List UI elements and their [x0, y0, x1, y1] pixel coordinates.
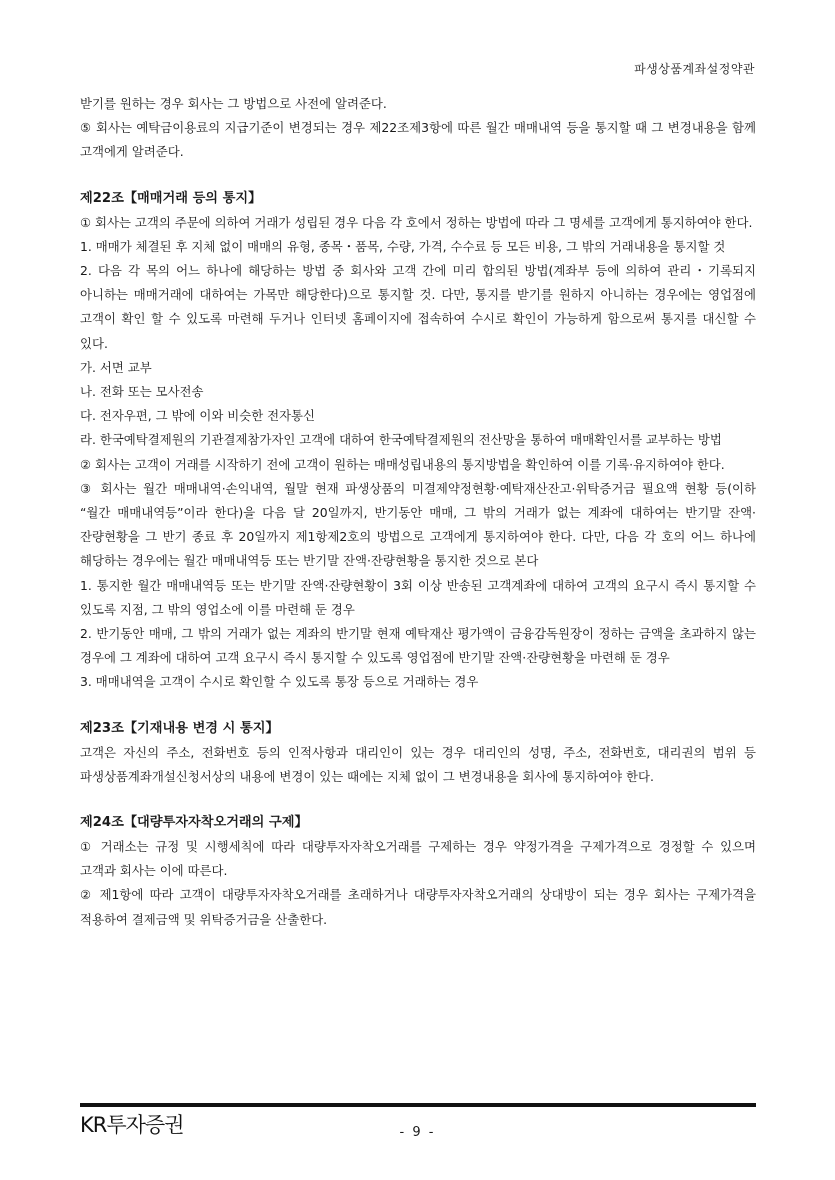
- header-title: 파생상품계좌설정약관: [634, 62, 755, 76]
- paragraph: 라. 한국예탁결제원의 기관결제참가자인 고객에 대하여 한국예탁결제원의 전산망을 통하여 매매확인서를 교부하는 방법: [80, 432, 722, 448]
- company-logo: KR투자증권: [80, 1113, 184, 1137]
- paragraph: 3. 매매내역을 고객이 수시로 확인할 수 있도록 통장 등으로 거래하는 경우: [80, 674, 479, 690]
- article-22: [80, 187, 756, 695]
- article-23: [80, 717, 756, 789]
- document-body: [80, 92, 756, 932]
- paragraph: ③ 회사는 월간 매매내역·손익내역, 월말 현재 파생상품의 미결제약정현황·예탁재산잔고·위탁증거금 필요액 현황 등(이하 “월간 매매내역등”이라 한다)을 다음 달 20일까지, 반기동안 매매, 그 밖의 거래가 없는 계좌에 대하여는 반기말 잔액·잔량현황을 그 반기 종료 후 20일까지 제1항제2호의 방법으로 고객에게 통지하여야 한다. 다만, 다음 각 호의 어느 하나에 해당하는 경우에는 월간 매매내역등 또는 반기말 잔액·잔량현황을 통지한 것으로 본다: [80, 480, 756, 569]
- footer-divider: [80, 1103, 756, 1107]
- paragraph: 1. 통지한 월간 매매내역등 또는 반기말 잔액·잔량현황이 3회 이상 반송된 고객계좌에 대하여 고객의 요구시 즉시 통지할 수 있도록 지점, 그 밖의 영업소에 이를 마련해 둔 경우: [80, 577, 756, 617]
- continued-section: [80, 92, 756, 165]
- paragraph: ① 회사는 고객의 주문에 의하여 거래가 성립된 경우 다음 각 호에서 정하는 방법에 따라 그 명세를 고객에게 통지하여야 한다.: [80, 214, 753, 230]
- article-24: [80, 811, 756, 932]
- article-title: 제24조【대량투자자착오거래의 구제】: [80, 815, 308, 831]
- paragraph: 2. 반기동안 매매, 그 밖의 거래가 없는 계좌의 반기말 현재 예탁재산 평가액이 금융감독원장이 정하는 금액을 초과하지 않는 경우에 그 계좌에 대하여 고객 요구시 즉시 통지할 수 있도록 영업점에 반기말 잔액·잔량현황을 마련해 둔 경우: [80, 626, 756, 666]
- paragraph: 가. 서면 교부: [80, 359, 152, 375]
- paragraph: ⑤ 회사는 예탁금이용료의 지급기준이 변경되는 경우 제22조제3항에 따른 월간 매매내역 등을 통지할 때 그 변경내용을 함께 고객에게 알려준다.: [80, 120, 756, 160]
- paragraph: 2. 다음 각 목의 어느 하나에 해당하는 방법 중 회사와 고객 간에 미리 합의된 방법(계좌부 등에 의하여 관리・기록되지 아니하는 매매거래에 대하여는 가목만 해당한다)으로 통지할 것. 다만, 통지를 받기를 원하지 아니하는 경우에는 영업점에 고객이 확인 할 수 있도록 마련해 두거나 인터넷 홈페이지에 접속하여 수시로 확인이 가능하게 함으로써 통지를 대신할 수 있다.: [80, 263, 756, 351]
- article-title: 제23조【기재내용 변경 시 통지】: [80, 720, 279, 736]
- paragraph: 1. 매매가 체결된 후 지체 없이 매매의 유형, 종목・품목, 수량, 가격, 수수료 등 모든 비용, 그 밖의 거래내용을 통지할 것: [80, 238, 726, 254]
- paragraph: ② 회사는 고객이 거래를 시작하기 전에 고객이 원하는 매매성립내용의 통지방법을 확인하여 이를 기록·유지하여야 한다.: [80, 456, 725, 472]
- article-title: 제22조【매매거래 등의 통지】: [80, 190, 262, 206]
- paragraph: 받기를 원하는 경우 회사는 그 방법으로 사전에 알려준다.: [80, 96, 387, 111]
- paragraph: ② 제1항에 따라 고객이 대량투자자착오거래를 초래하거나 대량투자자착오거래의 상대방이 되는 경우 회사는 구제가격을 적용하여 결제금액 및 위탁증거금을 산출한다.: [80, 887, 756, 927]
- page-number: - 9 -: [399, 1125, 436, 1140]
- paragraph: ① 거래소는 규정 및 시행세칙에 따라 대량투자자착오거래를 구제하는 경우 약정가격을 구제가격으로 경정할 수 있으며 고객과 회사는 이에 따른다.: [80, 839, 756, 879]
- paragraph: 나. 전화 또는 모사전송: [80, 384, 204, 400]
- paragraph: 다. 전자우편, 그 밖에 이와 비슷한 전자통신: [80, 408, 315, 424]
- paragraph: 고객은 자신의 주소, 전화번호 등의 인적사항과 대리인이 있는 경우 대리인의 성명, 주소, 전화번호, 대리권의 범위 등 파생상품계좌개설신청서상의 내용에 변경이 있는 때에는 지체 없이 그 변경내용을 회사에 통지하여야 한다.: [80, 744, 756, 784]
